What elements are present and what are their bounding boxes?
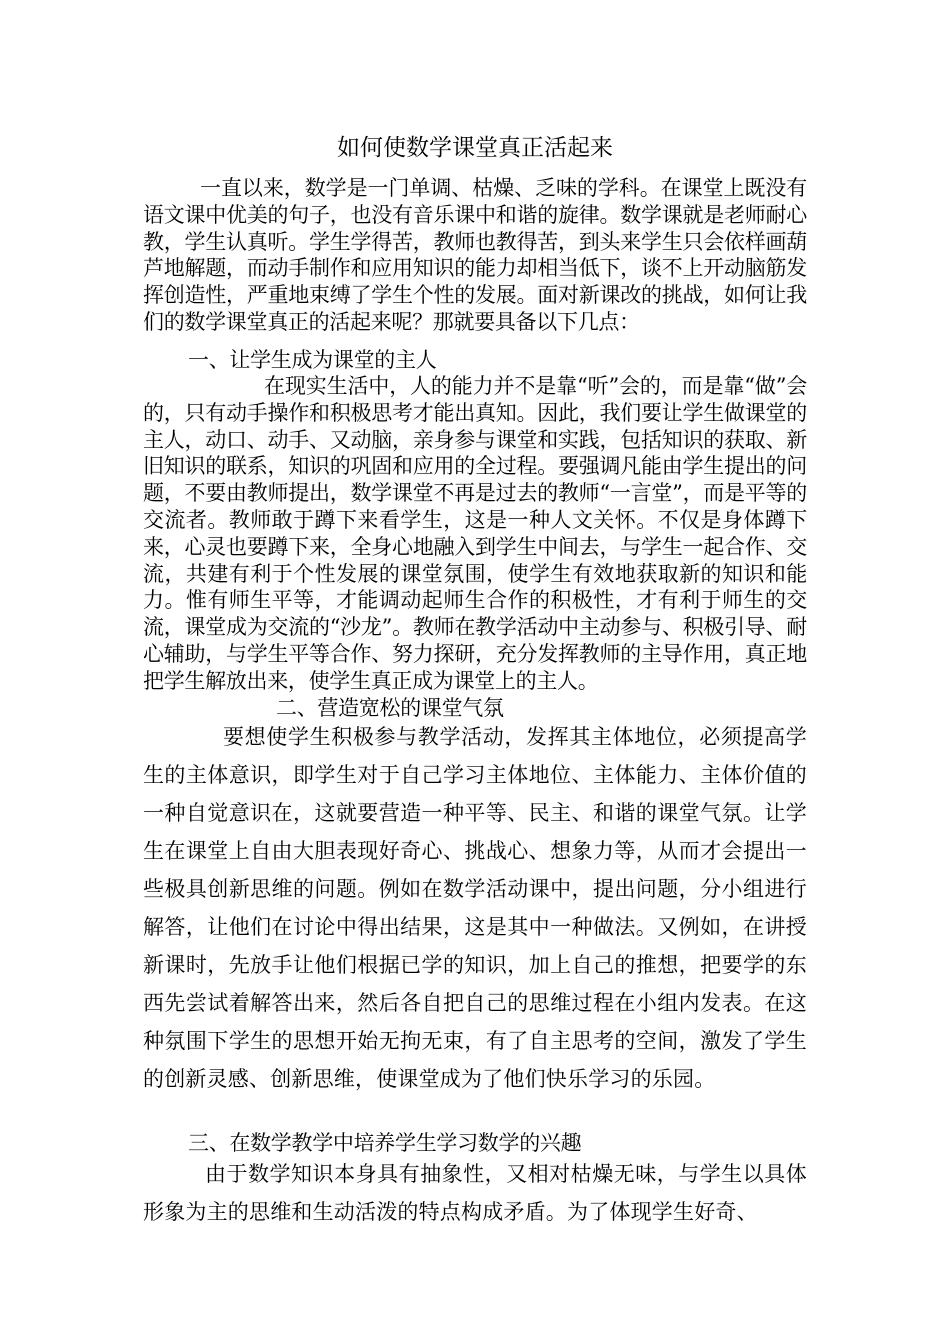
section-3-heading: 三、在数学教学中培养学生学习数学的兴趣 bbox=[188, 1131, 582, 1155]
section-3-body: 由于数学知识本身具有抽象性，又相对枯燥无味，与学生以具体形象为主的思维和生动活泼的特点构成矛盾。为了体现学生好奇、 bbox=[143, 1162, 807, 1224]
section-2-heading: 二、营造宽松的课堂气氛 bbox=[276, 696, 504, 720]
section-1-heading: 一、让学生成为课堂的主人 bbox=[188, 348, 437, 372]
section-2-body: 要想使学生积极参与教学活动，发挥其主体地位，必须提高学生的主体意识，即学生对于自己学习主体地位、主体能力、主体价值的一种自觉意识在，这就要营造一种平等、民主、和谐的课堂气氛。让学生在课堂上自由大胆表现好奇心、挑战心、想象力等，从而才会提出一些极具创新思维的问题。例如在数学活动课中，提出问题，分小组进行解答，让他们在讨论中得出结果，这是其中一种做法。又例如，在讲授新课时，先放手让他们根据已学的知识，加上自己的推想，把要学的东西先尝试着解答出来，然后各自把自己的思维过程在小组内发表。在这种氛围下学生的思想开始无拘无束，有了自主思考的空间，激发了学生的创新灵感、创新思维，使课堂成为了他们快乐学习的乐园。 bbox=[143, 725, 807, 1091]
document-title: 如何使数学课堂真正活起来 bbox=[337, 135, 613, 161]
intro-paragraph: 一直以来，数学是一门单调、枯燥、乏味的学科。在课堂上既没有语文课中优美的句子，也没有音乐课中和谐的旋律。数学课就是老师耐心教，学生认真听。学生学得苦，教师也教得苦，到头来学生只会依样画葫芦地解题，而动手制作和应用知识的能力却相当低下，谈不上开动脑筋发挥创造性，严重地束缚了学生个性的发展。面对新课改的挑战，如何让我们的数学课堂真正的活起来呢？那就要具备以下几点： bbox=[143, 176, 807, 334]
section-1-body: 在现实生活中，人的能力并不是靠“听”会的，而是靠“做”会的，只有动手操作和积极思考才能出真知。因此，我们要让学生做课堂的主人，动口、动手、又动脑，亲身参与课堂和实践，包括知识的获取、新旧知识的联系，知识的巩固和应用的全过程。要强调凡能由学生提出的问题，不要由教师提出，数学课堂不再是过去的教师“一言堂”，而是平等的交流者。教师敢于蹲下来看学生，这是一种人文关怀。不仅是身体蹲下来，心灵也要蹲下来，全身心地融入到学生中间去，与学生一起合作、交流，共建有利于个性发展的课堂氛围，使学生有效地获取新的知识和能力。惟有师生平等，才能调动起师生合作的积极性，才有利于师生的交流，课堂成为交流的“沙龙”。教师在教学活动中主动参与、积极引导、耐心辅助，与学生平等合作、努力探研，充分发挥教师的主导作用，真正地把学生解放出来，使学生真正成为课堂上的主人。 bbox=[143, 374, 807, 693]
